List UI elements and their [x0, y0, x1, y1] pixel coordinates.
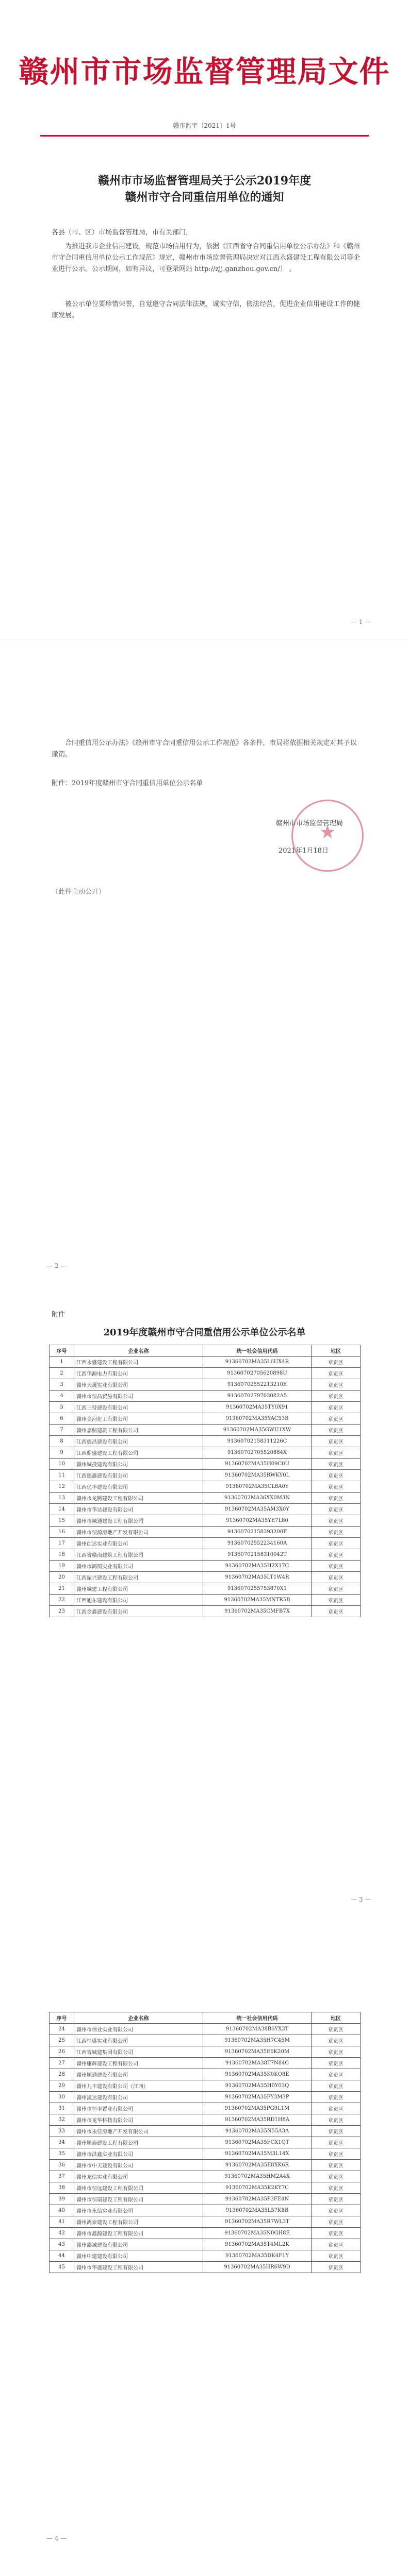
- cell-area: 章贡区: [312, 2058, 361, 2069]
- cell-no: 41: [50, 2216, 74, 2228]
- cell-no: 8: [50, 1436, 74, 1447]
- cell-credit-code: 91360702MA35YAC53B: [203, 1413, 312, 1425]
- cell-no: 32: [50, 2114, 74, 2126]
- table-row: [50, 1402, 361, 1413]
- table-row: [50, 1357, 361, 1368]
- cell-credit-code: 91360702158310042T: [203, 1549, 312, 1561]
- cell-no: 5: [50, 1402, 74, 1413]
- table-row: [50, 2228, 361, 2239]
- cell-company-name: 赣州顺泰建设工程有限公司: [74, 2137, 203, 2148]
- cell-no: 40: [50, 2205, 74, 2216]
- document-header-title: 赣州市市场监督管理局文件: [19, 54, 390, 89]
- cell-company-name: 赣州市鸿鹄实业有限公司: [74, 1561, 203, 1572]
- header-company: 企业名称: [74, 2012, 203, 2024]
- page-number-3: — 3 —: [351, 1896, 371, 1903]
- cell-area: 章贡区: [312, 2171, 361, 2182]
- cell-area: 章贡区: [312, 1402, 361, 1413]
- cell-company-name: 赣州中建建设有限公司: [74, 2250, 203, 2262]
- cell-credit-code: 91360702MA35RWKY0L: [203, 1470, 312, 1481]
- cell-area: 章贡区: [312, 2216, 361, 2228]
- cell-credit-code: 91360702MA35H7C45M: [203, 2035, 312, 2046]
- cell-area: 章贡区: [312, 2092, 361, 2103]
- cell-no: 7: [50, 1425, 74, 1436]
- table-row: [50, 1425, 361, 1436]
- cell-credit-code: 91360702MA35RD1H8A: [203, 2114, 312, 2126]
- table-row: [50, 2035, 361, 2046]
- cell-company-name: 赣州市龙华科技有限公司: [74, 2114, 203, 2126]
- table-row: [50, 1379, 361, 1391]
- cell-area: 章贡区: [312, 2228, 361, 2239]
- cell-company-name: 赣州市龙腾建设工程有限公司: [74, 1493, 203, 1504]
- table-row: [50, 1436, 361, 1447]
- cell-company-name: 赣州市洪鑫实业有限公司: [74, 2148, 203, 2160]
- cell-no: 35: [50, 2148, 74, 2160]
- cell-company-name: 江西德鑫建设有限公司: [74, 1470, 203, 1481]
- table-row: [50, 1583, 361, 1595]
- cell-no: 25: [50, 2035, 74, 2046]
- cell-company-name: 江西省城建集团有限公司: [74, 2046, 203, 2058]
- cell-credit-code: 91360702MA35HR6W9D: [203, 2262, 312, 2273]
- cell-company-name: 赣州创达实业有限公司: [74, 1538, 203, 1549]
- cell-credit-code: 91360702MA35CMFB7X: [203, 1606, 312, 1617]
- cell-credit-code: 91360702MA38T7N84C: [203, 2058, 312, 2069]
- table-row: [50, 2239, 361, 2250]
- table-row: [50, 1413, 361, 1425]
- cell-credit-code: 91360702MA35YE7L80: [203, 1515, 312, 1527]
- cell-company-name: 江西德昌建设有限公司: [74, 1436, 203, 1447]
- cell-company-name: 赣州嘉鼎建筑工程有限公司: [74, 1425, 203, 1436]
- cell-credit-code: 9136070279703082A5: [203, 1391, 312, 1402]
- cell-area: 章贡区: [312, 2250, 361, 2262]
- cell-credit-code: 91360702MA35E8XK6R: [203, 2160, 312, 2171]
- document-title-line-1: 赣州市市场监督管理局关于公示2019年度: [97, 174, 312, 188]
- cell-credit-code: 91360702MA35R7WL3T: [203, 2216, 312, 2228]
- body-paragraph-1: 为推进我市企业信用建设，规范市场信用行为，依据《江西省守合同重信用单位公示办法》和《赣州市守合同重信用单位公示工作规范》规定，赣州市市场监督管理局决定对江西永盛建设工程有限公司等企业进行公示。公示期间，如有异议，可登录网站 http://zjj.ganzhou.gov.cn/） 。: [52, 243, 361, 273]
- table-row: [50, 2182, 361, 2194]
- table-row: [50, 1368, 361, 1379]
- cell-credit-code: 91360702MA35GWU1XW: [203, 1425, 312, 1436]
- cell-no: 42: [50, 2228, 74, 2239]
- table-row: [50, 1561, 361, 1572]
- cell-no: 13: [50, 1493, 74, 1504]
- table-row: [50, 1595, 361, 1606]
- public-disclosure-note: （此件主动公开）: [52, 888, 106, 896]
- official-seal: [291, 800, 364, 872]
- cell-no: 24: [50, 2024, 74, 2035]
- table-row: [50, 2205, 361, 2216]
- seal-star-icon: ★: [319, 822, 336, 843]
- cell-area: 章贡区: [312, 1470, 361, 1481]
- cell-no: 31: [50, 2103, 74, 2114]
- cell-no: 15: [50, 1515, 74, 1527]
- cell-area: 章贡区: [312, 2024, 361, 2035]
- cell-credit-code: 91360702MA35N0GH8E: [203, 2228, 312, 2239]
- body-paragraph-2: 被公示单位要珍惜荣誉，自觉遵守合同法律法规，诚实守信，依法经营，促进企业信用建设工作的健康发展。: [52, 300, 361, 319]
- cell-area: 章贡区: [312, 1606, 361, 1617]
- cell-company-name: 江西华源电力有限公司: [74, 1368, 203, 1379]
- cell-area: 章贡区: [312, 2205, 361, 2216]
- cell-company-name: 赣州市城通建设工程有限公司: [74, 1515, 203, 1527]
- table-row: [50, 2250, 361, 2262]
- document-number: 赣市监字〔2021〕1号: [173, 122, 236, 129]
- cell-no: 34: [50, 2137, 74, 2148]
- cell-credit-code: 91360702MA35LT1W4R: [203, 1572, 312, 1583]
- table-row: [50, 2114, 361, 2126]
- cell-area: 章贡区: [312, 2148, 361, 2160]
- cell-company-name: 赣州凯达建设有限公司: [74, 2092, 203, 2103]
- cell-company-name: 江西省赣南建筑工程有限公司: [74, 1549, 203, 1561]
- cell-credit-code: 91360702MA35PG9L1M: [203, 2103, 312, 2114]
- cell-no: 22: [50, 1595, 74, 1606]
- table-row: [50, 1606, 361, 1617]
- header-credit-code: 统一社会信用代码: [203, 2012, 312, 2024]
- cell-company-name: 赣州城投建设有限公司: [74, 1459, 203, 1470]
- signature-date: 2021年1月18日: [279, 847, 329, 855]
- cell-credit-code: 91360702158311226C: [203, 1436, 312, 1447]
- cell-company-name: 江西振兴建设工程有限公司: [74, 1572, 203, 1583]
- cell-company-name: 赣州市恒瑞建设工程有限公司: [74, 2194, 203, 2205]
- cell-credit-code: 91360702MA35TY0X91: [203, 1402, 312, 1413]
- header-area: 地区: [312, 1345, 361, 1357]
- cell-area: 章贡区: [312, 2114, 361, 2126]
- header-no: 序号: [50, 1345, 74, 1357]
- cell-credit-code: 91360702MA35MNTR5B: [203, 1595, 312, 1606]
- table-row: [50, 1447, 361, 1459]
- table-row: [50, 2103, 361, 2114]
- cell-company-name: 江西旭东建设有限公司: [74, 1595, 203, 1606]
- cell-no: 30: [50, 2092, 74, 2103]
- table-row: [50, 1572, 361, 1583]
- table-row: [50, 1470, 361, 1481]
- cell-no: 4: [50, 1391, 74, 1402]
- cell-area: 章贡区: [312, 2239, 361, 2250]
- cell-no: 6: [50, 1413, 74, 1425]
- cell-credit-code: 91360702MA35T4ML2K: [203, 2239, 312, 2250]
- page-number-2: — 2 —: [46, 1262, 67, 1269]
- attachment-note: 附件：2019年度赣州市守合同重信用单位公示名单: [52, 779, 203, 787]
- cell-area: 章贡区: [312, 1572, 361, 1583]
- cell-area: 章贡区: [312, 1493, 361, 1504]
- document-title: [41, 173, 368, 206]
- table-row: [50, 2194, 361, 2205]
- table-row: [50, 1391, 361, 1402]
- cell-area: 章贡区: [312, 1481, 361, 1493]
- cell-credit-code: 91360702MA35FY3M3P: [203, 2092, 312, 2103]
- table-row: [50, 1493, 361, 1504]
- cell-area: 章贡区: [312, 1425, 361, 1436]
- company-table-page-3: [49, 1345, 361, 1617]
- cell-credit-code: 91360702MA35N55A3A: [203, 2126, 312, 2137]
- cell-area: 章贡区: [312, 2160, 361, 2171]
- table-row: [50, 2126, 361, 2137]
- table-title: 2019年度赣州市守合同重信用公示单位公示名单: [103, 1327, 306, 1338]
- cell-no: 9: [50, 1447, 74, 1459]
- table-row: [50, 2058, 361, 2069]
- cell-credit-code: 91360702MA35K2KY7C: [203, 2182, 312, 2194]
- page-number-1: — 1 —: [351, 618, 371, 625]
- cell-no: 14: [50, 1504, 74, 1515]
- header-company: 企业名称: [74, 1345, 203, 1357]
- table-row: [50, 2046, 361, 2058]
- cell-credit-code: 9136070255753870X1: [203, 1583, 312, 1595]
- body-paragraph-3: 合同重信用公示办法》《赣州市守合同重信用公示工作规范》各条件，市局将依据相关规定对其予以撤销。: [52, 739, 357, 758]
- cell-company-name: 赣州市恒源房地产开发有限公司: [74, 1527, 203, 1538]
- cell-area: 章贡区: [312, 2262, 361, 2273]
- cell-no: 44: [50, 2250, 74, 2262]
- cell-area: 章贡区: [312, 2194, 361, 2205]
- cell-company-name: 赣州鑫诚建设有限公司: [74, 2239, 203, 2250]
- table-row: [50, 1538, 361, 1549]
- cell-no: 18: [50, 1549, 74, 1561]
- table-row: [50, 1549, 361, 1561]
- header-credit-code: 统一社会信用代码: [203, 1345, 312, 1357]
- cell-company-name: 江西永盛建设工程有限公司: [74, 1357, 203, 1368]
- header-red-rule: [40, 135, 369, 137]
- cell-no: 1: [50, 1357, 74, 1368]
- cell-credit-code: 91360702MA35P3FE4N: [203, 2194, 312, 2205]
- cell-area: 章贡区: [312, 2080, 361, 2092]
- cell-credit-code: 91360702705520884X: [203, 1447, 312, 1459]
- cell-no: 10: [50, 1459, 74, 1470]
- cell-no: 19: [50, 1561, 74, 1572]
- cell-area: 章贡区: [312, 1527, 361, 1538]
- cell-area: 章贡区: [312, 1504, 361, 1515]
- cell-no: 21: [50, 1583, 74, 1595]
- cell-no: 45: [50, 2262, 74, 2273]
- cell-area: 章贡区: [312, 2182, 361, 2194]
- cell-credit-code: 91360702MA35HM2A4X: [203, 2171, 312, 2182]
- cell-company-name: 赣州市恒丰置业有限公司: [74, 2103, 203, 2114]
- table-row: [50, 2080, 361, 2092]
- cell-area: 章贡区: [312, 1391, 361, 1402]
- cell-credit-code: 91360702MA35FCX1QT: [203, 2137, 312, 2148]
- table-row: [50, 2137, 361, 2148]
- cell-area: 章贡区: [312, 2126, 361, 2137]
- cell-credit-code: 91360702158393200F: [203, 1527, 312, 1538]
- cell-no: 12: [50, 1481, 74, 1493]
- cell-credit-code: 91360702MA35E6K20M: [203, 2046, 312, 2058]
- cell-no: 37: [50, 2171, 74, 2182]
- cell-area: 章贡区: [312, 1368, 361, 1379]
- cell-credit-code: 91360702MA35M3L14X: [203, 2148, 312, 2160]
- cell-credit-code: 91360702MA35CL8A0Y: [203, 1481, 312, 1493]
- cell-company-name: 江西恒盛实业有限公司: [74, 2035, 203, 2046]
- signature-organization: 赣州市市场监督管理局: [276, 820, 343, 827]
- cell-no: 20: [50, 1572, 74, 1583]
- cell-area: 章贡区: [312, 1379, 361, 1391]
- cell-company-name: 赣州市恒昌贸易有限公司: [74, 1391, 203, 1402]
- cell-no: 29: [50, 2080, 74, 2092]
- cell-company-name: 赣州市华盛建设工程有限公司: [74, 2262, 203, 2273]
- cell-company-name: 赣州九丰建设有限公司（江西）: [74, 2080, 203, 2092]
- cell-company-name: 江西亿丰建设有限公司: [74, 1481, 203, 1493]
- table-row: [50, 2069, 361, 2080]
- cell-area: 章贡区: [312, 2137, 361, 2148]
- cell-no: 39: [50, 2194, 74, 2205]
- cell-no: 17: [50, 1538, 74, 1549]
- cell-credit-code: 91360702MA35H2X17C: [203, 1561, 312, 1572]
- cell-no: 38: [50, 2182, 74, 2194]
- cell-credit-code: 91360702MA35K0KQ8E: [203, 2069, 312, 2080]
- cell-area: 章贡区: [312, 1357, 361, 1368]
- cell-no: 33: [50, 2126, 74, 2137]
- cell-credit-code: 91360702MA35H0Y03Q: [203, 2080, 312, 2092]
- cell-company-name: 赣州市伟业实业有限公司: [74, 2024, 203, 2035]
- cell-company-name: 赣州市鑫源建设工程有限公司: [74, 2228, 203, 2239]
- table-row: [50, 1481, 361, 1493]
- cell-credit-code: 91360702MA35H09C0U: [203, 1459, 312, 1470]
- cell-area: 章贡区: [312, 1447, 361, 1459]
- cell-company-name: 赣州鸿泰建设工程有限公司: [74, 2216, 203, 2228]
- page-number-4: — 4 —: [46, 2535, 67, 2542]
- cell-area: 章贡区: [312, 2069, 361, 2080]
- cell-area: 章贡区: [312, 1561, 361, 1572]
- cell-company-name: 赣州市永佳房地产开发有限公司: [74, 2126, 203, 2137]
- cell-no: 28: [50, 2069, 74, 2080]
- document-title-line-2: 赣州市守合同重信用单位的通知: [125, 191, 284, 204]
- table-row: [50, 2148, 361, 2160]
- cell-area: 章贡区: [312, 2103, 361, 2114]
- table-row: [50, 1515, 361, 1527]
- cell-no: 23: [50, 1606, 74, 1617]
- cell-area: 章贡区: [312, 2046, 361, 2058]
- table-row: [50, 2262, 361, 2273]
- cell-company-name: 江西鼎盛建设工程有限公司: [74, 1447, 203, 1459]
- cell-credit-code: 91360702552213210E: [203, 1379, 312, 1391]
- cell-no: 26: [50, 2046, 74, 2058]
- cell-no: 2: [50, 1368, 74, 1379]
- cell-credit-code: 91360702MA35DK4F1Y: [203, 2250, 312, 2262]
- cell-no: 3: [50, 1379, 74, 1391]
- table-row: [50, 2171, 361, 2182]
- cell-area: 章贡区: [312, 1538, 361, 1549]
- cell-credit-code: 91360702MA38B6YX3T: [203, 2024, 312, 2035]
- cell-no: 27: [50, 2058, 74, 2069]
- cell-area: 章贡区: [312, 2035, 361, 2046]
- table-row: [50, 1527, 361, 1538]
- recipients: 各县（市、区）市场监督管理局，市有关部门，: [52, 229, 193, 236]
- cell-credit-code: 91360702705620898U: [203, 1368, 312, 1379]
- cell-no: 11: [50, 1470, 74, 1481]
- cell-credit-code: 91360702MA35L57K8B: [203, 2205, 312, 2216]
- cell-area: 章贡区: [312, 1413, 361, 1425]
- cell-company-name: 赣州市永信实业有限公司: [74, 2205, 203, 2216]
- cell-no: 16: [50, 1527, 74, 1538]
- cell-company-name: 江西三特建设有限公司: [74, 1402, 203, 1413]
- cell-company-name: 赣州龙信实业有限公司: [74, 2171, 203, 2182]
- cell-area: 章贡区: [312, 1595, 361, 1606]
- cell-credit-code: 91360702MA35AM3X0Y: [203, 1504, 312, 1515]
- cell-company-name: 赣州市中天建设有限公司: [74, 2160, 203, 2171]
- cell-company-name: 赣州市华达建设有限公司: [74, 1504, 203, 1515]
- table-row: [50, 2092, 361, 2103]
- table-row: [50, 2024, 361, 2035]
- cell-company-name: 赣州顺通建设有限公司: [74, 2069, 203, 2080]
- header-no: 序号: [50, 2012, 74, 2024]
- cell-no: 43: [50, 2239, 74, 2250]
- company-table-page-4: [49, 2012, 361, 2273]
- cell-credit-code: 91360702MA35L6UX4R: [203, 1357, 312, 1368]
- cell-area: 章贡区: [312, 1549, 361, 1561]
- cell-credit-code: 91360702552234160A: [203, 1538, 312, 1549]
- cell-company-name: 赣州金河化工有限公司: [74, 1413, 203, 1425]
- cell-area: 章贡区: [312, 1459, 361, 1470]
- cell-credit-code: 91360702MA36XX0M3N: [203, 1493, 312, 1504]
- cell-area: 章贡区: [312, 1436, 361, 1447]
- cell-area: 章贡区: [312, 1515, 361, 1527]
- cell-company-name: 江西金鑫建设有限公司: [74, 1606, 203, 1617]
- table-row: [50, 1504, 361, 1515]
- attachment-label: 附件: [52, 1311, 66, 1318]
- cell-company-name: 赣州市恒远建设工程有限公司: [74, 2182, 203, 2194]
- cell-company-name: 赣州康辉建设工程有限公司: [74, 2058, 203, 2069]
- cell-company-name: 赣州天晟实业有限公司: [74, 1379, 203, 1391]
- header-area: 地区: [312, 2012, 361, 2024]
- page-2: [0, 639, 409, 1278]
- table-row: [50, 2216, 361, 2228]
- table-row: [50, 1459, 361, 1470]
- cell-no: 36: [50, 2160, 74, 2171]
- cell-company-name: 赣州城建工程有限公司: [74, 1583, 203, 1595]
- table-row: [50, 2160, 361, 2171]
- cell-area: 章贡区: [312, 1583, 361, 1595]
